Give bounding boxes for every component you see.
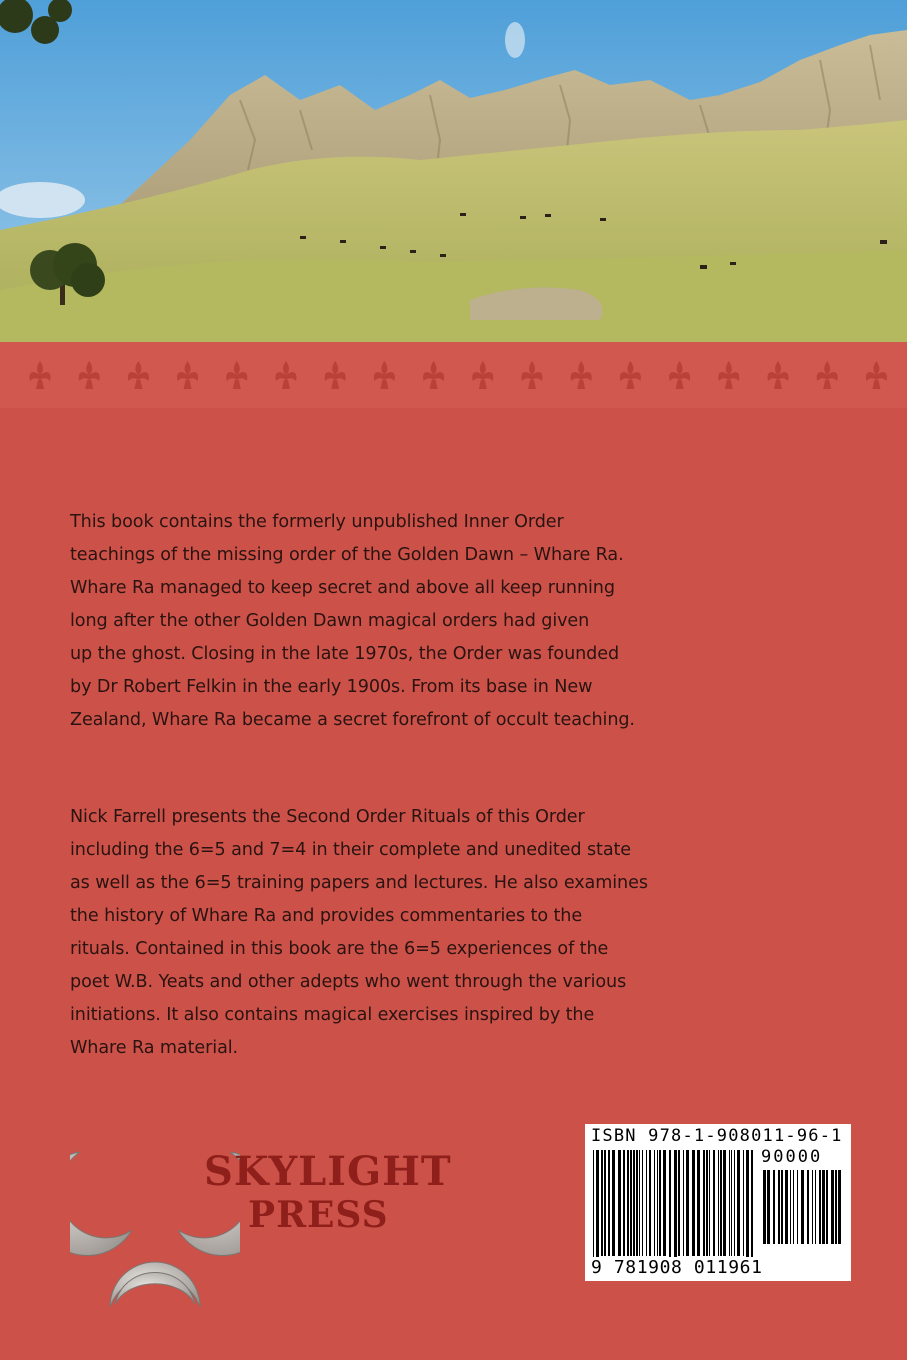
barcode-bar	[659, 1150, 661, 1256]
barcode-bar	[831, 1170, 834, 1244]
ornament-icon	[128, 361, 149, 389]
blurb-line: Whare Ra managed to keep secret and above all keep running	[70, 578, 615, 598]
blurb-paragraph-1	[70, 506, 710, 737]
barcode-bar	[751, 1150, 753, 1270]
ornament-icon	[767, 361, 788, 389]
barcode-bar	[737, 1150, 740, 1256]
ornament-icon	[521, 361, 542, 389]
barcode-bar	[778, 1170, 780, 1244]
barcode-bar	[790, 1170, 791, 1244]
barcode-bar	[746, 1150, 749, 1270]
isbn-barcode	[585, 1124, 851, 1281]
blurb-line: Nick Farrell presents the Second Order Rituals of this Order	[70, 807, 585, 827]
ornament-icon	[866, 361, 887, 389]
barcode-bar	[623, 1150, 625, 1256]
barcode-bar	[678, 1150, 680, 1256]
barcode-bar	[797, 1170, 798, 1244]
ornament-band	[0, 342, 907, 408]
barcode-bar	[731, 1150, 732, 1256]
ornament-icon	[226, 361, 247, 389]
barcode-bar	[596, 1150, 599, 1270]
ornament-icon	[275, 361, 296, 389]
barcode-bar	[835, 1170, 837, 1244]
blurb-line: Whare Ra material.	[70, 1038, 239, 1058]
blurb-line: long after the other Golden Dawn magical orders had given	[70, 611, 590, 631]
barcode-bar	[639, 1150, 640, 1256]
ornament-icon	[718, 361, 739, 389]
blurb-line: the history of Whare Ra and provides commentaries to the	[70, 906, 583, 926]
barcode-bar	[642, 1150, 643, 1256]
blurb-line: Zealand, Whare Ra became a secret forefront of occult teaching.	[70, 710, 635, 730]
barcode-bar	[627, 1150, 629, 1256]
cloud	[505, 22, 525, 58]
barcode-bar	[601, 1150, 603, 1256]
barcode-bar	[686, 1150, 689, 1256]
ornament-icon	[177, 361, 198, 389]
landscape-photo	[0, 0, 907, 342]
barcode-bar	[674, 1150, 677, 1270]
barcode-bar	[713, 1150, 715, 1256]
barcode-bar	[663, 1150, 666, 1256]
barcode-bar	[734, 1150, 735, 1256]
blurb-line: This book contains the formerly unpublished Inner Order	[70, 512, 564, 532]
barcode-bar	[703, 1150, 705, 1256]
barcode-bar	[604, 1150, 606, 1256]
blurb-line: initiations. It also contains magical exercises inspired by the	[70, 1005, 595, 1025]
ornament-icon	[669, 361, 690, 389]
barcode-bar	[822, 1170, 825, 1244]
barcode-bar	[657, 1150, 658, 1256]
barcode-bar	[801, 1170, 804, 1244]
barcode-bar	[729, 1150, 730, 1256]
publisher-logo	[70, 1112, 450, 1312]
ean-digits: 9 781908 011961	[591, 1257, 763, 1278]
isbn-label: ISBN 978-1-908011-96-1	[591, 1126, 843, 1146]
barcode-bar	[767, 1170, 770, 1244]
blurb-paragraph-2	[70, 801, 710, 1065]
publisher-name-line2: PRESS	[248, 1194, 389, 1236]
barcode-bar	[720, 1150, 722, 1256]
barcode-bar	[723, 1150, 726, 1256]
barcode-bar	[838, 1170, 841, 1244]
ornament-icon	[571, 361, 592, 389]
ornament-icon	[423, 361, 444, 389]
barcode-bar	[773, 1170, 775, 1244]
barcode-bar	[781, 1170, 783, 1244]
barcode-bar	[815, 1170, 816, 1244]
barcode-bar	[706, 1150, 708, 1256]
ornament-icon	[472, 361, 493, 389]
barcode-bar	[692, 1150, 695, 1256]
blurb-line: as well as the 6=5 training papers and lectures. He also examines	[70, 873, 648, 893]
ornament-icon	[374, 361, 395, 389]
barcode-bar	[697, 1150, 700, 1256]
barcode-bar	[826, 1170, 828, 1244]
ornament-icon	[29, 361, 50, 389]
triple-moon-icon	[70, 1112, 240, 1312]
landscape-illustration	[0, 0, 907, 342]
blurb-line: by Dr Robert Felkin in the early 1900s. From its base in New	[70, 677, 593, 697]
barcode-bar	[593, 1150, 594, 1270]
blurb-line: rituals. Contained in this book are the 6=5 experiences of the	[70, 939, 609, 959]
barcode-bar	[636, 1150, 638, 1256]
barcode-bar	[743, 1150, 744, 1256]
barcode-bar	[812, 1170, 813, 1244]
addon-barcode-bars	[761, 1170, 843, 1258]
ean-barcode-bars	[591, 1150, 757, 1270]
barcode-bar	[763, 1170, 766, 1244]
barcode-bar	[669, 1150, 671, 1270]
ornament-icon	[620, 361, 641, 389]
blurb-line: up the ghost. Closing in the late 1970s, the Order was founded	[70, 644, 620, 664]
barcode-bar	[608, 1150, 610, 1256]
barcode-bar	[649, 1150, 651, 1256]
barcode-bar	[654, 1150, 655, 1256]
ornament-row	[0, 342, 907, 408]
ornament-icon	[817, 361, 838, 389]
barcode-bar	[618, 1150, 621, 1256]
barcode-bar	[633, 1150, 635, 1256]
barcode-bar	[709, 1150, 710, 1256]
blurb-line: teachings of the missing order of the Golden Dawn – Whare Ra.	[70, 545, 624, 565]
barcode-bar	[785, 1170, 788, 1244]
ornament-icon	[325, 361, 346, 389]
price-code: 90000	[761, 1147, 823, 1167]
barcode-bar	[718, 1150, 719, 1256]
blurb-line: poet W.B. Yeats and other adepts who went through the various	[70, 972, 627, 992]
blurb-line: including the 6=5 and 7=4 in their complete and unedited state	[70, 840, 632, 860]
publisher-name-line1: SKYLIGHT	[204, 1148, 452, 1195]
barcode-bar	[612, 1150, 615, 1256]
ornament-icon	[79, 361, 100, 389]
barcode-bar	[793, 1170, 794, 1244]
barcode-bar	[646, 1150, 647, 1256]
barcode-bar	[683, 1150, 684, 1256]
barcode-bar	[630, 1150, 632, 1256]
barcode-bar	[819, 1170, 821, 1244]
barcode-bar	[807, 1170, 809, 1244]
